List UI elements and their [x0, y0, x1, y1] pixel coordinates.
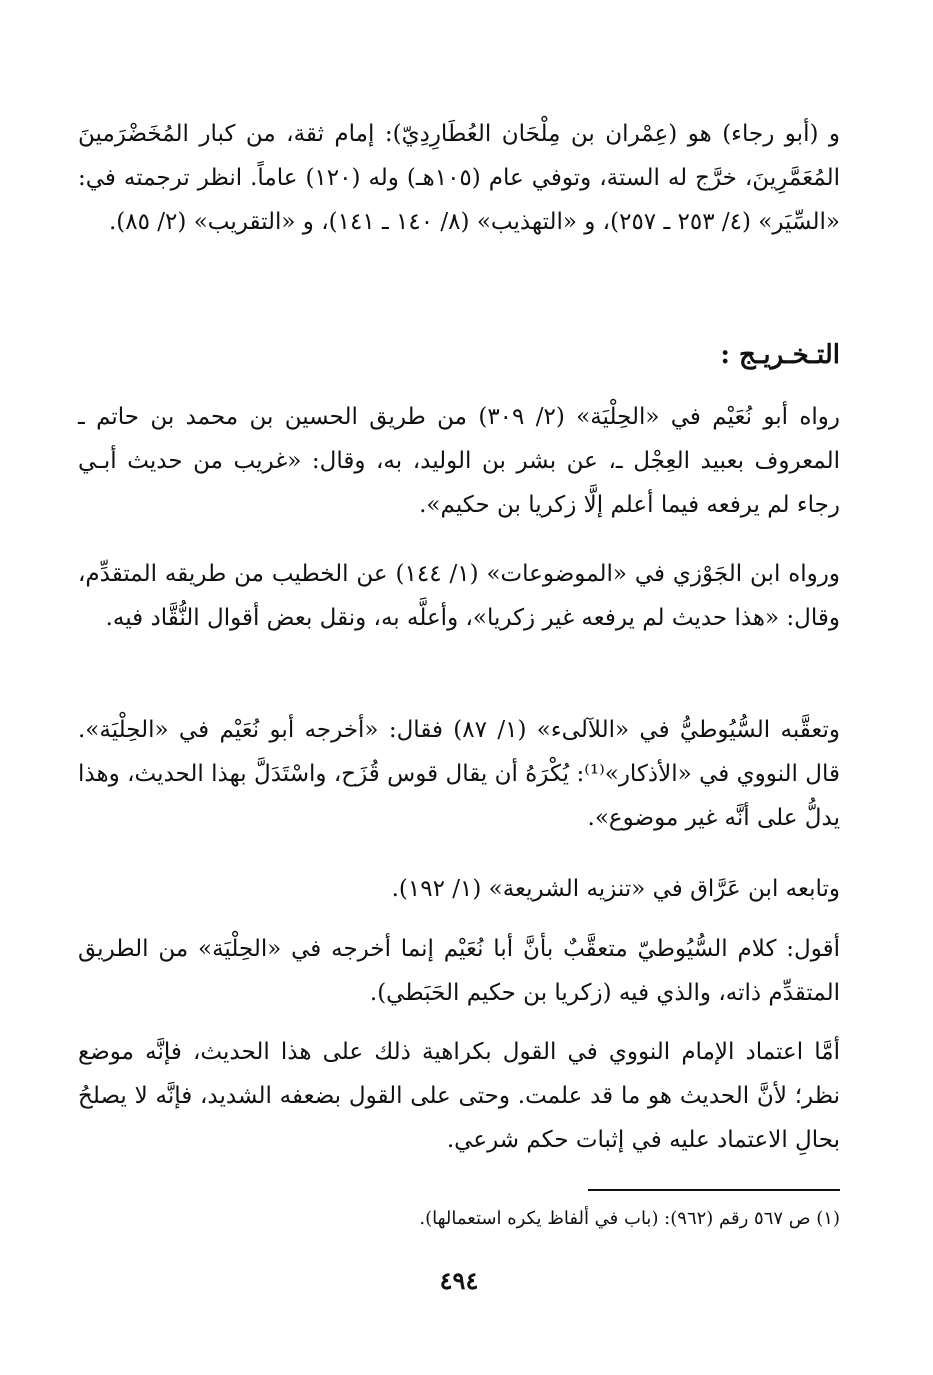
narrator-bio-paragraph: و (أبو رجاء) هو (عِمْران بن مِلْحَان العُطَارِدِيّ): إمام ثقة، من كبار المُخَضْرَمينَ المُعَمَّرِينَ، خرَّج له الستة، وتوفي عام (١٠٥هـ) وله (١٢٠) عاماً. انظر ترجمته في: «السِّيَر» (٤/ ٢٥٣ ـ ٢٥٧)، و «التهذيب» (٨/ ١٤٠ ـ ١٤١)، و «التقريب» (٢/ ٨٥).	[78, 121, 840, 235]
takhrij-paragraph-1: رواه أبو نُعَيْم في «الحِلْيَة» (٢/ ٣٠٩) من طريق الحسين بن محمد بن حاتم ـ المعروف بعبيد العِجْل ـ، عن بشر بن الوليد، به، وقال: «غريب من حديث أبـي رجاء لم يرفعه فيما أعلم إلَّا زكريا بن حكيم».	[78, 404, 841, 518]
document-page	[78, 112, 840, 1352]
commentary-paragraph-1: أقول: كلام السُّيُوطيّ متعقَّبٌ بأنَّ أبا نُعَيْم إنما أخرجه في «الحِلْيَة» من الطريق المتقدِّم ذاته، والذي فيه (زكريا بن حكيم الحَبَطي).	[78, 936, 840, 1006]
commentary-paragraph-2: أمَّا اعتماد الإمام النووي في القول بكراهية ذلك على هذا الحديث، فإنَّه موضع نظر؛ لأنَّ الحديث هو ما قد علمت. وحتى على القول بضعفه الشديد، فإنَّه لا يصلحُ بحالِ الاعتماد عليه في إثبات حكم شرعي.	[78, 1039, 840, 1153]
takhrij-paragraph-2: ورواه ابن الجَوْزي في «الموضوعات» (١/ ١٤٤) عن الخطيب من طريقه المتقدِّم، وقال: «هذا حديث لم يرفعه غير زكريا»، وأعلَّه به، ونقل بعض أقوال النُّقَّاد فيه.	[78, 561, 840, 631]
page-number: ٤٩٤	[439, 1266, 479, 1295]
takhrij-paragraph-3: وتعقَّبه السُّيُوطيُّ في «اللآلىء» (١/ ٨٧) فقال: «أخرجه أبو نُعَيْم في «الحِلْيَة». قال النووي في «الأذكار»⁽¹⁾: يُكْرَهُ أن يقال قوس قُزَح، واسْتَدَلَّ بهذا الحديث، وهذا يدلُّ على أنَّه غير موضوع».	[78, 717, 841, 831]
section-heading: التـخـريـج :	[720, 340, 840, 370]
footnote: (١) ص ٥٦٧ رقم (٩٦٢): (باب في ألفاظ يكره استعمالها).	[419, 1208, 840, 1229]
takhrij-paragraph-4: وتابعه ابن عَرَّاق في «تنزيه الشريعة» (١/ ١٩٢).	[391, 876, 840, 902]
footnote-separator	[588, 1189, 840, 1191]
